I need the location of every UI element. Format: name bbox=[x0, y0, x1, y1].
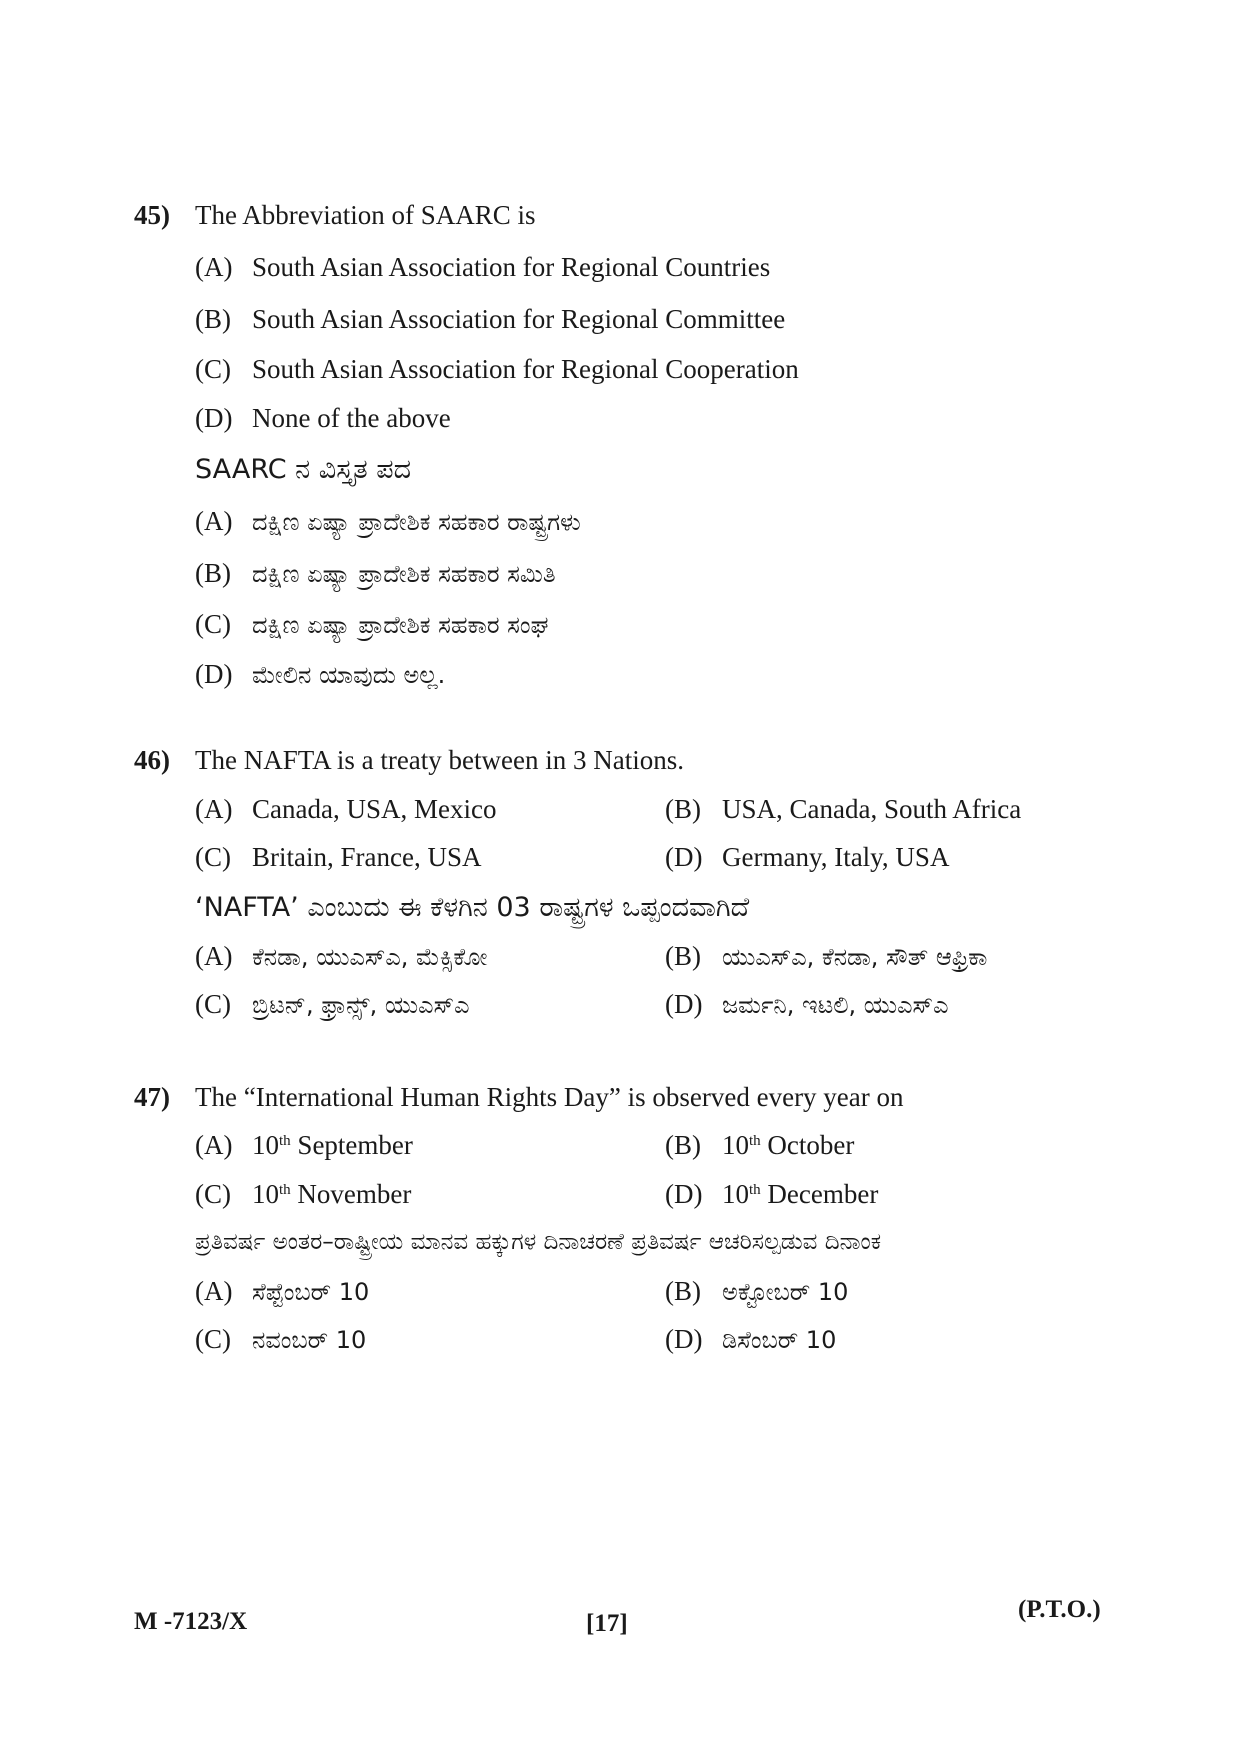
option-text: None of the above bbox=[252, 403, 451, 433]
option-ordinal-suffix: th bbox=[279, 1182, 291, 1198]
question-text: The “International Human Rights Day” is observed every year on bbox=[195, 1082, 904, 1112]
option-label: (B) bbox=[665, 1276, 701, 1306]
paper-code: M -7123/X bbox=[134, 1608, 248, 1635]
kn-option-a bbox=[195, 1276, 369, 1307]
option-label: (D) bbox=[665, 1324, 703, 1354]
option-text: November bbox=[297, 1179, 412, 1209]
option-label: (A) bbox=[195, 1130, 233, 1160]
option-ordinal: 10 bbox=[252, 1179, 279, 1209]
option-text: USA, Canada, South Africa bbox=[722, 794, 1022, 824]
kn-option-c bbox=[195, 609, 549, 640]
question-text-kannada: ‘NAFTA’ ಎಂಬುದು ಈ ಕೆಳಗಿನ 03 ರಾಷ್ಟ್ರಗಳ ಒಪ್ಪಂದವಾಗಿದೆ bbox=[195, 892, 750, 923]
option-text: Canada, USA, Mexico bbox=[252, 794, 497, 824]
option-text: ದಕ್ಷಿಣ ಏಷ್ಯಾ ಪ್ರಾದೇಶಿಕ ಸಹಕಾರ ಸಂಘ bbox=[252, 611, 549, 639]
option-c bbox=[195, 354, 799, 385]
option-d bbox=[665, 842, 949, 873]
option-d bbox=[665, 1179, 878, 1210]
kn-option-c bbox=[195, 989, 470, 1020]
question-number: 47) bbox=[134, 1082, 170, 1112]
option-label: (C) bbox=[195, 1324, 231, 1354]
option-b bbox=[195, 304, 785, 335]
option-label: (A) bbox=[195, 506, 233, 536]
option-text: October bbox=[767, 1130, 855, 1160]
question-text: The Abbreviation of SAARC is bbox=[195, 200, 536, 230]
option-text: December bbox=[767, 1179, 879, 1209]
option-label: (A) bbox=[195, 1276, 233, 1306]
option-text: ಸೆಪ್ಟೆಂಬರ್ 10 bbox=[252, 1278, 370, 1306]
option-label: (C) bbox=[195, 354, 231, 384]
option-text: ಯುಎಸ್ಎ, ಕೆನಡಾ, ಸೌತ್ ಆಫ್ರಿಕಾ bbox=[722, 943, 988, 971]
option-text: September bbox=[297, 1130, 413, 1160]
option-label: (A) bbox=[195, 941, 233, 971]
option-label: (D) bbox=[665, 842, 703, 872]
kn-option-a bbox=[195, 941, 487, 972]
option-a bbox=[195, 794, 496, 825]
option-label: (C) bbox=[195, 842, 231, 872]
kn-option-d bbox=[665, 1324, 836, 1355]
option-label: (D) bbox=[195, 403, 233, 433]
kn-option-b bbox=[195, 558, 556, 589]
option-d bbox=[195, 403, 451, 434]
option-label: (C) bbox=[195, 989, 231, 1019]
option-ordinal: 10 bbox=[722, 1179, 749, 1209]
option-text: ಡಿಸೆಂಬರ್ 10 bbox=[722, 1326, 837, 1354]
option-ordinal-suffix: th bbox=[749, 1182, 761, 1198]
option-label: (B) bbox=[665, 794, 701, 824]
option-text: Germany, Italy, USA bbox=[722, 842, 950, 872]
option-text: ದಕ್ಷಿಣ ಏಷ್ಯಾ ಪ್ರಾದೇಶಿಕ ಸಹಕಾರ ರಾಷ್ಟ್ರಗಳು bbox=[252, 508, 581, 536]
option-ordinal-suffix: th bbox=[279, 1133, 291, 1149]
option-label: (B) bbox=[665, 1130, 701, 1160]
option-label: (B) bbox=[195, 558, 231, 588]
option-label: (D) bbox=[665, 1179, 703, 1209]
kn-option-d bbox=[195, 659, 445, 690]
option-text: ಕೆನಡಾ, ಯುಎಸ್ಎ, ಮೆಕ್ಸಿಕೋ bbox=[252, 943, 488, 971]
option-label: (B) bbox=[195, 304, 231, 334]
question-number: 46) bbox=[134, 745, 170, 775]
kn-option-b bbox=[665, 941, 987, 972]
option-label: (A) bbox=[195, 794, 233, 824]
option-label: (B) bbox=[665, 941, 701, 971]
option-text: ಬ್ರಿಟನ್, ಫ್ರಾನ್ಸ್, ಯುಎಸ್ಎ bbox=[252, 991, 470, 1019]
question-text-kannada: ಪ್ರತಿವರ್ಷ ಅಂತರ–ರಾಷ್ಟ್ರೀಯ ಮಾನವ ಹಕ್ಕುಗಳ ದಿನಾಚರಣೆ ಪ್ರತಿವರ್ಷ ಆಚರಿಸಲ್ಪಡುವ ದಿನಾಂಕ bbox=[195, 1229, 882, 1255]
option-text: ಮೇಲಿನ ಯಾವುದು ಅಲ್ಲ. bbox=[252, 661, 446, 689]
kn-option-a bbox=[195, 506, 581, 537]
option-text: South Asian Association for Regional Cooperation bbox=[252, 354, 799, 384]
option-text: ಜರ್ಮನಿ, ಇಟಲಿ, ಯುಎಸ್ಎ bbox=[722, 991, 949, 1019]
option-label: (A) bbox=[195, 252, 233, 282]
option-text: South Asian Association for Regional Countries bbox=[252, 252, 771, 282]
option-label: (D) bbox=[665, 989, 703, 1019]
question-number: 45) bbox=[134, 200, 170, 230]
option-text: South Asian Association for Regional Committee bbox=[252, 304, 786, 334]
option-text: ದಕ್ಷಿಣ ಏಷ್ಯಾ ಪ್ರಾದೇಶಿಕ ಸಹಕಾರ ಸಮಿತಿ bbox=[252, 560, 556, 588]
option-text: ನವಂಬರ್ 10 bbox=[252, 1326, 367, 1354]
option-label: (C) bbox=[195, 1179, 231, 1209]
option-c bbox=[195, 842, 481, 873]
option-a bbox=[195, 252, 770, 283]
option-ordinal: 10 bbox=[722, 1130, 749, 1160]
option-c bbox=[195, 1179, 411, 1210]
option-label: (C) bbox=[195, 609, 231, 639]
option-b bbox=[665, 1130, 854, 1161]
kn-option-b bbox=[665, 1276, 848, 1307]
question-text-kannada: SAARC ನ ವಿಸ್ತೃತ ಪದ bbox=[195, 454, 412, 485]
option-text: Britain, France, USA bbox=[252, 842, 482, 872]
option-label: (D) bbox=[195, 659, 233, 689]
option-b bbox=[665, 794, 1021, 825]
option-a bbox=[195, 1130, 413, 1161]
option-ordinal: 10 bbox=[252, 1130, 279, 1160]
kn-option-c bbox=[195, 1324, 366, 1355]
kn-option-d bbox=[665, 989, 948, 1020]
option-ordinal-suffix: th bbox=[749, 1133, 761, 1149]
page-number: [17] bbox=[586, 1610, 628, 1637]
option-text: ಅಕ್ಟೋಬರ್ 10 bbox=[722, 1278, 849, 1306]
please-turn-over: (P.T.O.) bbox=[1018, 1596, 1101, 1623]
question-text: The NAFTA is a treaty between in 3 Nations. bbox=[195, 745, 684, 775]
